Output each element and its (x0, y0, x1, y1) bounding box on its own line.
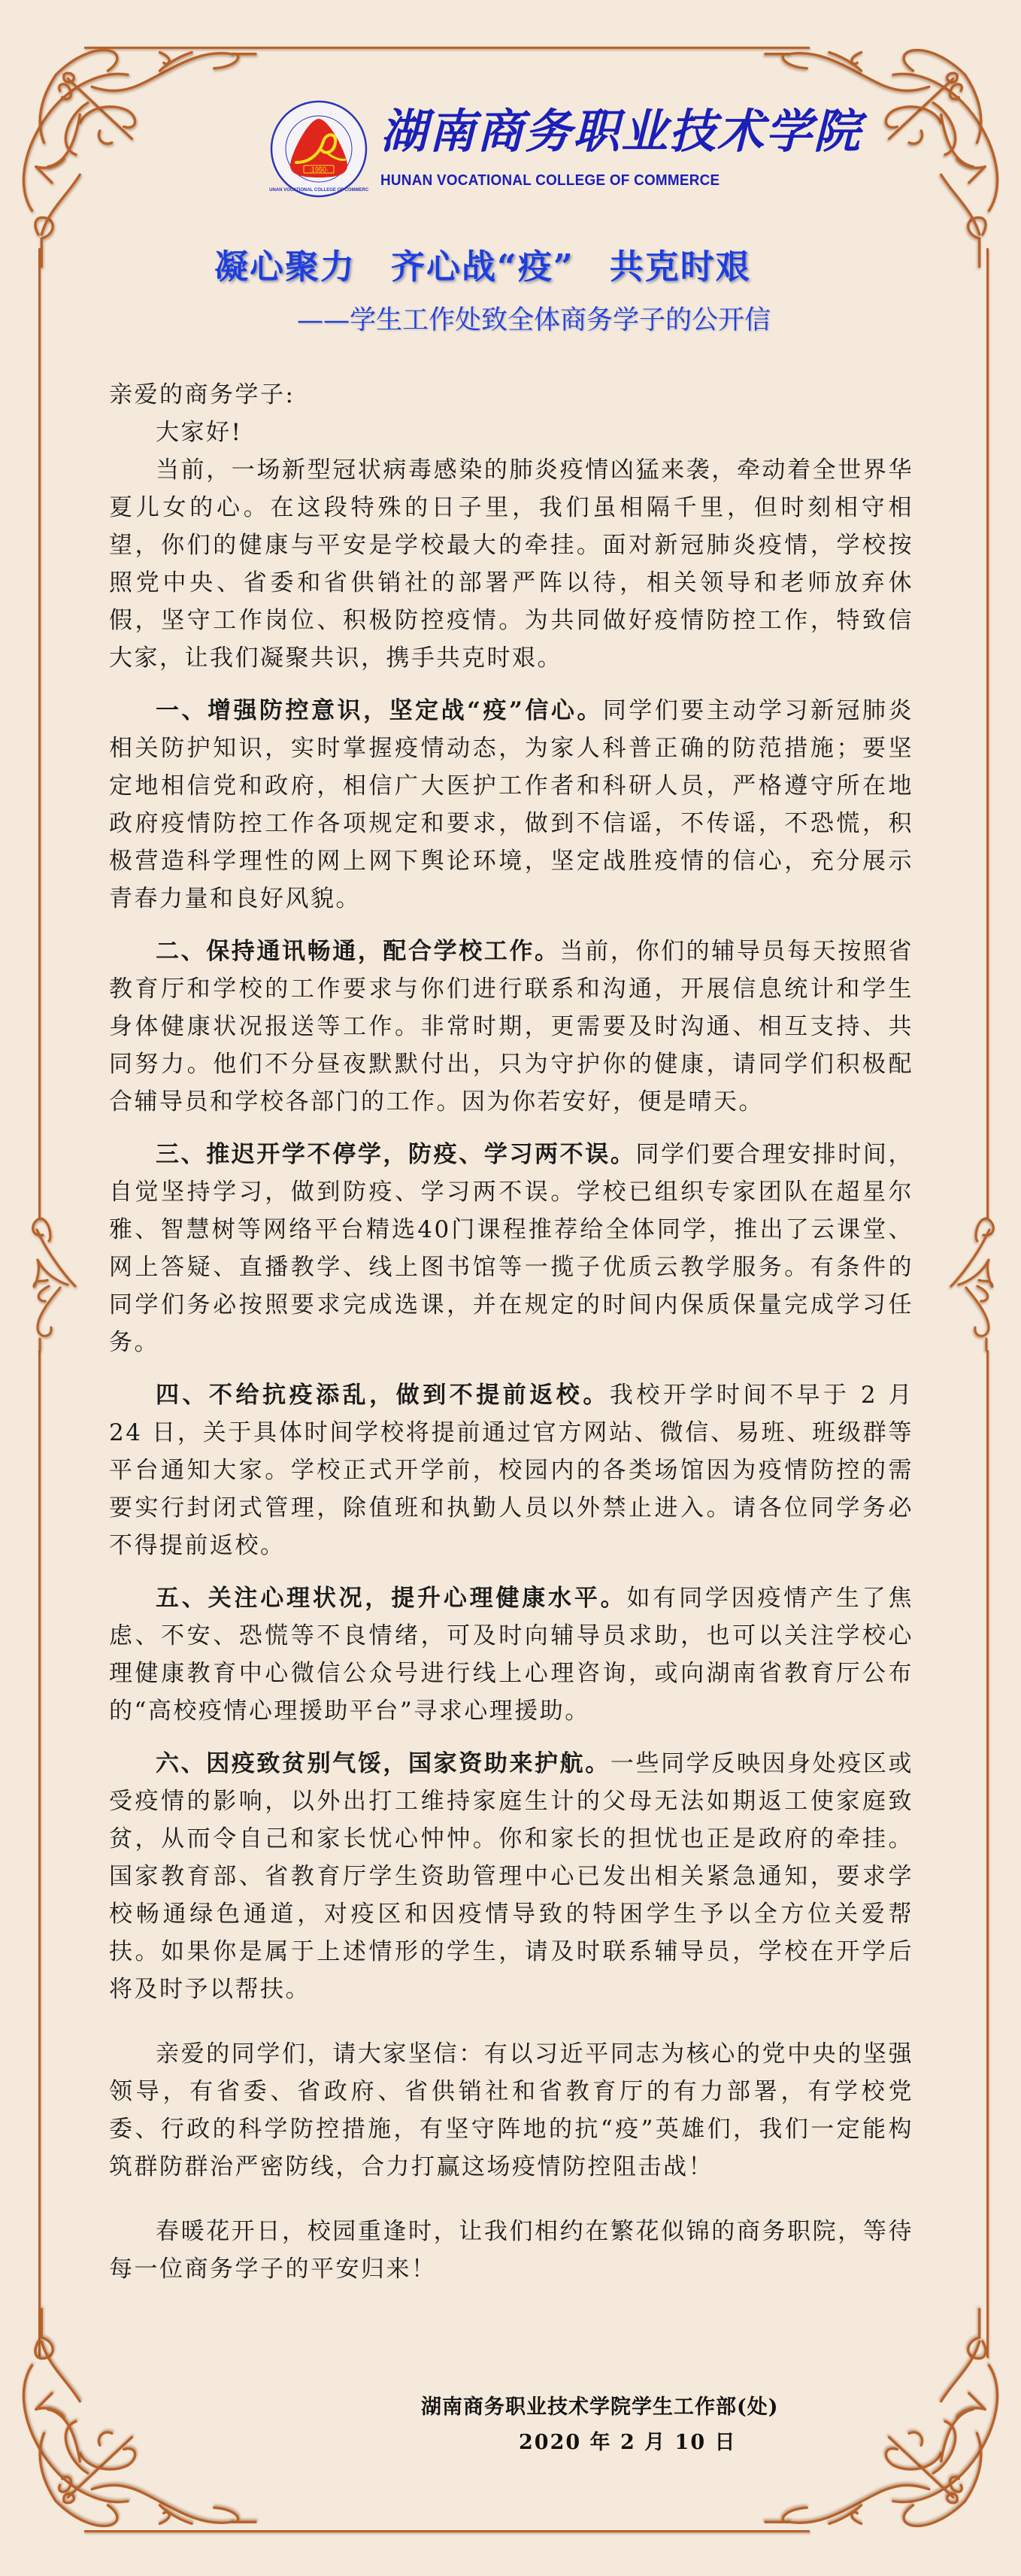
frame-left-line-lower (38, 1350, 41, 2358)
section-5 (109, 1579, 913, 1730)
section-body: 同学们要合理安排时间，自觉坚持学习，做到防疫、学习两不误。学校已组织专家团队在超星尔雅、智慧树等网络平台精选40门课程推荐给全体同学，推出了云课堂、网上答疑、直播教学、线上图书馆等一揽子优质云教学服务。有条件的同学们务必按照要求完成选课，并在规定的时间内保质保量完成学习任务。 (109, 1141, 914, 1356)
frame-right-line-lower (986, 1350, 989, 2358)
section-1 (109, 692, 913, 918)
ornamental-corner-top-left-icon (0, 23, 256, 271)
closing-paragraph-1: 亲爱的同学们，请大家坚信：有以习近平同志为核心的党中央的坚强领导，有省委、省政府、省供销社和省教育厅的有力部署，有学校党委、行政的科学防控措施，有坚守阵地的抗“疫”英雄们，我们一定能构筑群防群治严密防线，合力打赢这场疫情防控阻击战！ (109, 2040, 913, 2180)
ornamental-corner-bottom-left-icon (0, 2305, 256, 2553)
closing-paragraph-2: 春暖花开日，校园重逢时，让我们相约在繁花似锦的商务职院，等待每一位商务学子的平安归来！ (109, 2218, 913, 2283)
salutation: 亲爱的商务学子: (109, 381, 295, 408)
signature: 湖南商务职业技术学院学生工作部(处) (421, 2395, 779, 2419)
section-heading: 六、因疫致贫别气馁，国家资助来护航。 (156, 1750, 610, 1777)
section-heading: 二、保持通讯畅通，配合学校工作。 (156, 938, 560, 965)
section-body: 我校开学时间不早于 2 月 24 日，关于具体时间学校将提前通过官方网站、微信、易班、班级群等平台通知大家。学校正式开学前，校园内的各类场馆因为疫情防控的需要实行封闭式管理，除值班和执勤人员以外禁止进入。请各位同学务必不得提前返校。 (109, 1382, 913, 1559)
letter-body (109, 376, 913, 2288)
frame-right-line-upper (986, 248, 989, 1218)
section-heading: 五、关注心理状况，提升心理健康水平。 (156, 1585, 627, 1612)
ornamental-side-right-icon (955, 1218, 1000, 1346)
section-body: 当前，你们的辅导员每天按照省教育厅和学校的工作要求与你们进行联系和沟通，开展信息统计和学生身体健康状况报送等工作。非常时期，更需要及时沟通、相互支持、共同努力。他们不分昼夜默默付出，只为守护你的健康，请同学们积极配合辅导员和学校各部门的工作。因为你若安好，便是晴天。 (109, 938, 913, 1115)
school-emblem-icon (269, 99, 368, 199)
section-2 (109, 933, 913, 1121)
svg-text:·1950·: ·1950· (308, 165, 329, 174)
frame-left-line-upper (38, 248, 41, 1218)
intro-paragraph: 当前，一场新型冠状病毒感染的肺炎疫情凶猛来袭，牵动着全世界华夏儿女的心。在这段特殊的日子里，我们虽相隔千里，但时刻相守相望，你们的健康与平安是学校最大的牵挂。面对新冠肺炎疫情，学校按照党中央、省委和省供销社的部署严阵以待，相关领导和老师放弃休假，坚守工作岗位、积极防控疫情。为共同做好疫情防控工作，特致信大家，让我们凝聚共识，携手共克时艰。 (109, 457, 913, 672)
svg-text:HUNAN VOCATIONAL COLLEGE OF CO: HUNAN VOCATIONAL COLLEGE OF COMMERCE (269, 188, 368, 193)
page-title: 凝心聚力 齐心战“疫” 共克时艰 (214, 247, 751, 287)
section-6 (109, 1745, 913, 2008)
ornamental-corner-bottom-right-icon (765, 2305, 1021, 2553)
section-heading: 一、增强防控意识，坚定战“疫”信心。 (156, 697, 603, 724)
section-heading: 四、不给抗疫添乱，做到不提前返校。 (156, 1382, 610, 1409)
school-name-cn: 湖南商务职业技术学院 (380, 104, 862, 159)
section-heading: 三、推迟开学不停学，防疫、学习两不误。 (156, 1141, 636, 1168)
section-body: 如有同学因疫情产生了焦虑、不安、恐慌等不良情绪，可及时向辅导员求助，也可以关注学校心理健康教育中心微信公众号进行线上心理咨询，或向湖南省教育厅公布的“高校疫情心理援助平台”寻求心理援助。 (109, 1585, 914, 1725)
greeting: 大家好! (156, 419, 243, 446)
section-body: 同学们要主动学习新冠肺炎相关防护知识，实时掌握疫情动态，为家人科普正确的防范措施；要坚定地相信党和政府，相信广大医护工作者和科研人员，严格遵守所在地政府疫情防控工作各项规定和要求，做到不信谣，不传谣，不恐慌，积极营造科学理性的网上网下舆论环境，坚定战胜疫情的信心，充分展示青春力量和良好风貌。 (109, 697, 913, 912)
section-body: 一些同学反映因身处疫区或受疫情的影响，以外出打工维持家庭生计的父母无法如期返工使家庭致贫，从而令自己和家长忧心忡忡。你和家长的担忧也正是政府的牵挂。国家教育部、省教育厅学生资助管理中心已发出相关紧急通知，要求学校畅通绿色通道，对疫区和因疫情导致的特困学生予以全方位关爱帮扶。如果你是属于上述情形的学生，请及时联系辅导员，学校在开学后将及时予以帮扶。 (109, 1750, 914, 2003)
section-3 (109, 1136, 913, 1361)
school-name-en: HUNAN VOCATIONAL COLLEGE OF COMMERCE (380, 171, 720, 189)
school-logo (269, 99, 862, 199)
ornamental-side-left-icon (26, 1218, 71, 1346)
section-4 (109, 1376, 913, 1564)
letter-date: 2020 年 2 月 10 日 (519, 2431, 737, 2454)
page-subtitle: ——学生工作处致全体商务学子的公开信 (297, 305, 771, 335)
